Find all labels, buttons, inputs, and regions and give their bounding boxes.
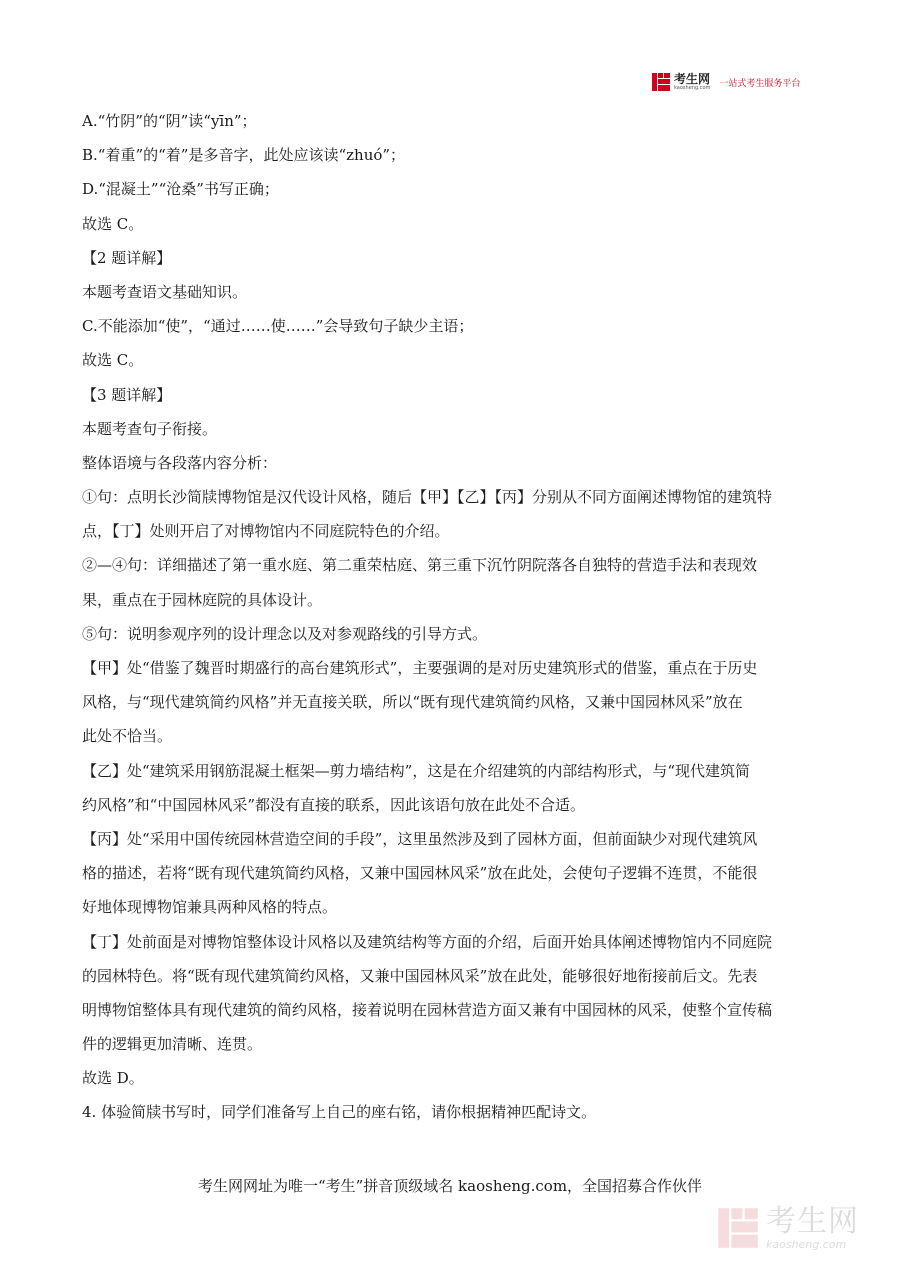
text-line: 好地体现博物馆兼具两种风格的特点。 [82,898,338,917]
section-heading: 【2 题详解】 [82,248,172,267]
text-line: 风格，与“现代建筑简约风格”并无直接关联，所以“既有现代建筑简约风格，又兼中国园林风采”放在 [82,693,743,712]
text-line: 【甲】处“借鉴了魏晋时期盛行的高台建筑形式”，主要强调的是对历史建筑形式的借鉴，重点在于历史 [82,659,758,677]
watermark-logo [716,1204,886,1252]
text-line: 约风格”和“中国园林风采”都没有直接的联系，因此该语句放在此处不合适。 [82,795,586,814]
text-line: C.不能添加“使”，“通过……使……”会导致句子缺少主语； [82,317,474,336]
text-line: 的园林特色。将“既有现代建筑简约风格，又兼中国园林风采”放在此处，能够很好地衔接前后文。先表 [82,966,758,985]
text-line: 件的逻辑更加清晰、连贯。 [82,1035,263,1054]
question-line: 4. 体验简牍书写时，同学们准备写上自己的座右铭，请你根据精神匹配诗文。 [82,1103,597,1122]
document-body [82,104,827,1130]
text-line: 本题考查语文基础知识。 [82,282,248,301]
page-footer: 考生网网址为唯一“考生”拼音顶级域名 kaosheng.com，全国招募合作伙伴 [197,1177,703,1195]
brand-slogan: 一站式考生服务平台 [719,78,801,89]
text-line: ②—④句：详细描述了第一重水庭、第二重荣枯庭、第三重下沉竹阴院落各自独特的营造手法和表现效 [82,556,758,575]
text-line: 【丁】处前面是对博物馆整体设计风格以及建筑结构等方面的介绍，后面开始具体阐述博物馆内不同庭院 [82,932,773,951]
text-line: 【丙】处“采用中国传统园林营造空间的手段”，这里虽然涉及到了园林方面，但前面缺少对现代建筑风 [82,829,758,848]
text-line: 故选 D。 [82,1069,144,1088]
watermark-text [766,1203,859,1251]
section-heading: 【3 题详解】 [82,385,172,404]
text-line: 格的描述，若将“既有现代建筑简约风格，又兼中国园林风采”放在此处，会使句子逻辑不连贯，不能很 [82,864,758,883]
text-line: 【乙】处“建筑采用钢筋混凝土框架—剪力墙结构”，这是在介绍建筑的内部结构形式，与“现代建筑简 [82,761,751,780]
brand-name: 考生网 [674,72,711,86]
text-line: A.“竹阴”的“阴”读“yīn”； [82,112,257,130]
text-line: 明博物馆整体具有现代建筑的简约风格，接着说明在园林营造方面又兼有中国园林的风采，使整个宣传稿 [82,1000,773,1019]
watermark-domain: kaosheng.com [766,1237,847,1251]
text-line: ①句：点明长沙简牍博物馆是汉代设计风格，随后【甲】【乙】【丙】分别从不同方面阐述博物馆的建筑特 [82,488,773,507]
text-line: 此处不恰当。 [82,727,173,746]
text-line: 点，【丁】处则开启了对博物馆内不同庭院特色的介绍。 [82,522,450,541]
text-line: 整体语境与各段落内容分析： [82,453,278,472]
text-line: ⑤句：说明参观序列的设计理念以及对参观路线的引导方式。 [82,624,488,643]
text-line: B.“着重”的“着”是多音字，此处应该读“zhuó”； [82,146,406,165]
header-logo [651,70,821,94]
logo-text [674,73,710,91]
kaosheng-watermark-icon [716,1206,760,1250]
brand-domain: kaosheng.com [674,85,711,91]
watermark-name: 考生网 [766,1203,859,1239]
text-line: 本题考查句子衔接。 [82,419,218,438]
text-line: 果，重点在于园林庭院的具体设计。 [82,590,323,609]
text-line: 故选 C。 [82,214,144,233]
text-line: 故选 C。 [82,351,144,370]
kaosheng-logo-icon [651,72,671,92]
text-line: D.“混凝土”“沧桑”书写正确； [82,180,279,199]
